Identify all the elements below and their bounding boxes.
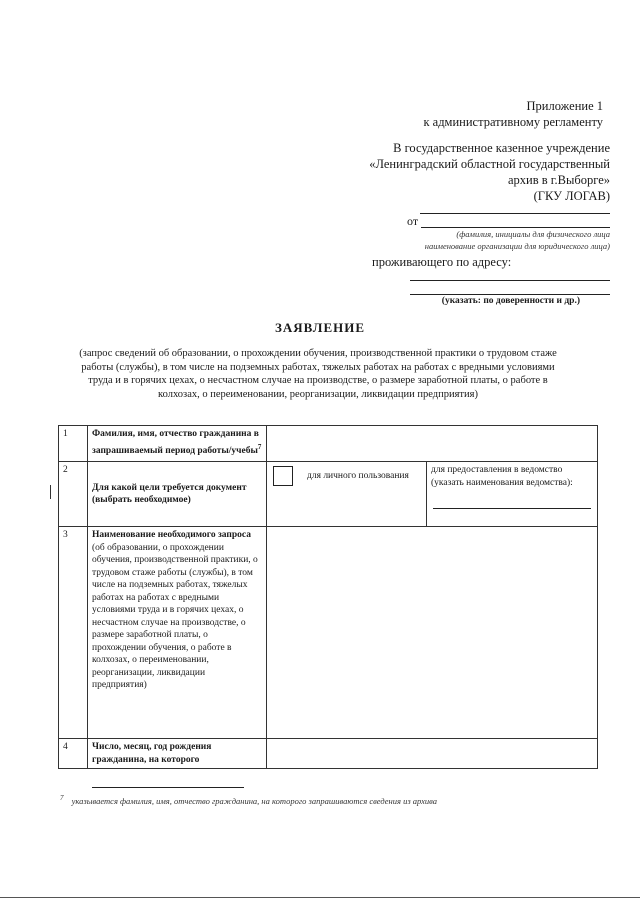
request-type-value[interactable] (267, 527, 598, 739)
row-number: 4 (59, 739, 88, 769)
footnote-divider (92, 787, 244, 788)
row-number: 1 (59, 426, 88, 462)
request-type-label (88, 527, 267, 739)
proxy-hint: (указать: по доверенности и др.) (441, 296, 580, 306)
request-purpose: (запрос сведений об образовании, о прохождении обучения, производственной практики о трудовом стаже работы (службы), в том числе на подземных работах, тяжелых работах на работах с вредными условиями труда и в горячих цехах, о несчастном случае на производстве, о размере заработной платы, о работе в колхозах, о переименовании, реорганизации, ликвидации предприятия) (79, 348, 557, 400)
row-number: 2 (59, 462, 88, 527)
sender-name-line[interactable] (421, 227, 610, 228)
address-line-1[interactable] (410, 280, 610, 281)
full-name-value[interactable] (267, 426, 598, 462)
recipient-line-3: архив в г.Выборге» (508, 173, 610, 187)
personal-use-checkbox[interactable] (273, 466, 293, 486)
table-row (59, 527, 598, 739)
request-type-label-bold: Наименование необходимого запроса (92, 530, 252, 540)
birth-date-value[interactable] (267, 739, 598, 769)
footnote (60, 794, 437, 806)
agency-name-line[interactable] (433, 508, 591, 509)
address-line-2[interactable] (410, 294, 610, 295)
recipient-line-4: (ГКУ ЛОГАВ) (533, 189, 610, 203)
table-row (59, 739, 598, 769)
from-label: от (407, 214, 419, 228)
full-name-label (88, 426, 267, 462)
recipient-line-2: «Ленинградский областной государственный (369, 157, 610, 171)
recipient-block (350, 140, 610, 204)
purpose-options (267, 462, 598, 527)
row-number: 3 (59, 527, 88, 739)
footnote-ref: 7 (257, 442, 262, 451)
application-form-table (58, 425, 598, 769)
sender-hint-2: наименование организации для юридического лица) (424, 241, 610, 251)
full-name-label-text: Фамилия, имя, отчество гражданина в запрашиваемый период работы/учебы (92, 429, 259, 456)
agency-label: для предоставления в ведомство (указать наименования ведомства): (431, 465, 573, 488)
sender-name-line-top[interactable] (420, 213, 610, 214)
appendix-reference: к административному регламенту (423, 115, 603, 129)
appendix-block (423, 98, 603, 130)
agency-option[interactable] (427, 462, 597, 526)
page-bottom-edge (0, 897, 640, 898)
personal-use-option[interactable] (267, 462, 427, 526)
table-row (59, 462, 598, 527)
document-title: ЗАЯВЛЕНИЕ (274, 320, 366, 335)
footnote-text: указывается фамилия, имя, отчество гражданина, на которого запрашиваются сведения из архива (71, 795, 438, 806)
sender-hint-1: (фамилия, инициалы для физического лица (456, 229, 610, 239)
footnote-mark: 7 (60, 794, 64, 802)
address-label: проживающего по адресу: (372, 255, 512, 269)
purpose-label: Для какой цели требуется документ (выбрать необходимое) (88, 462, 267, 527)
margin-mark (50, 485, 51, 499)
appendix-title: Приложение 1 (526, 99, 603, 113)
birth-date-label: Число, месяц, год рождения гражданина, на которого (88, 739, 267, 769)
recipient-line-1: В государственное казенное учреждение (393, 141, 610, 155)
table-row (59, 426, 598, 462)
personal-use-label: для личного пользования (307, 471, 409, 481)
request-type-label-rest: (об образовании, о прохождении обучения, производственной практики, о трудовом стаже работы (службы), в том числе на подземных работах, тяжелых работах на работах с вредными условиями труда и в горячих цехах, о несчастном случае на производстве, о размере заработной платы, о прохождении обучения, о работе в колхозах, о переименовании, реорганизации, ликвидации предприятия) (92, 542, 258, 690)
